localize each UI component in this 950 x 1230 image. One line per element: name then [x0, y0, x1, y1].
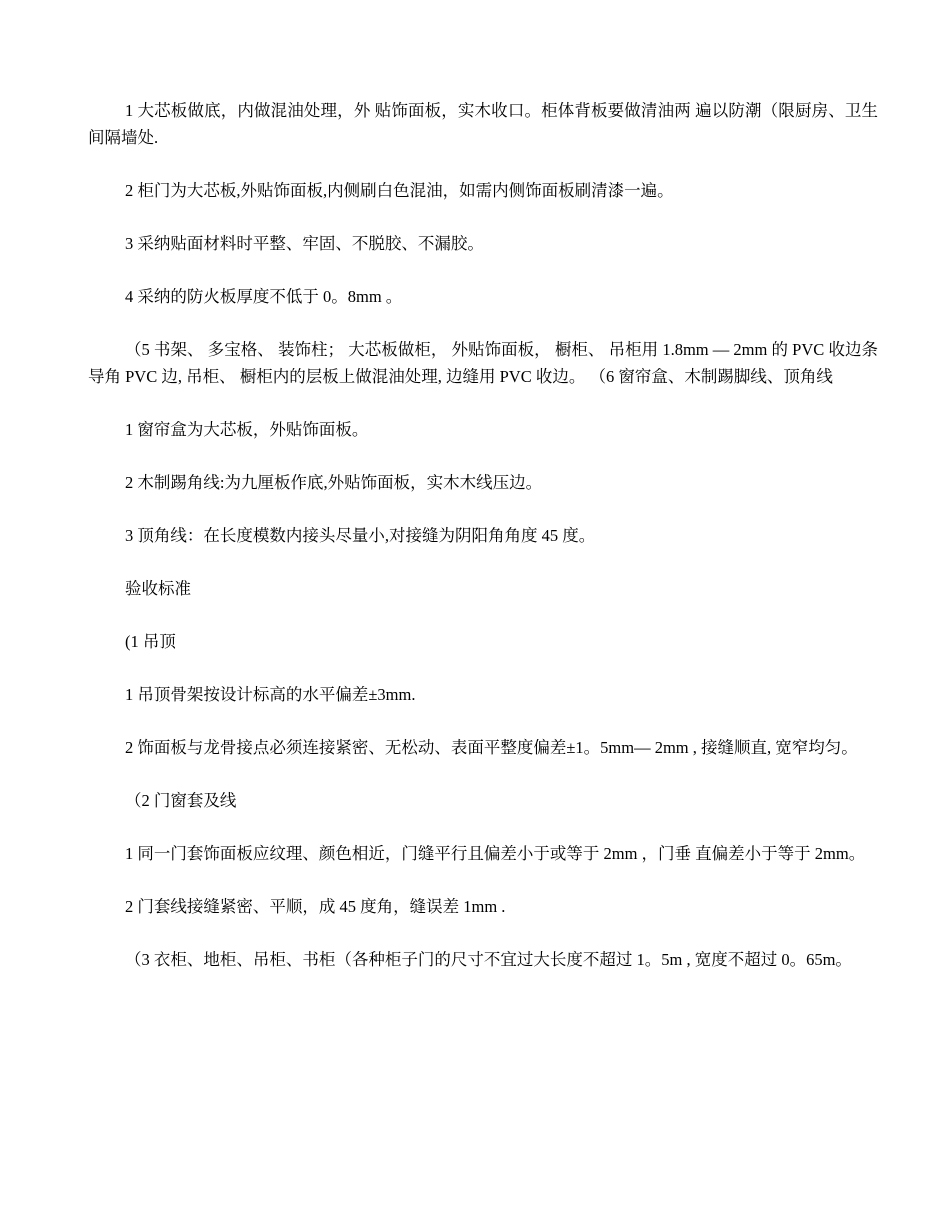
paragraph-3: 3 采纳贴面材料时平整、牢固、不脱胶、不漏胶。	[125, 234, 484, 253]
paragraph-5: （5 书架、 多宝格、 装饰柱； 大芯板做柜， 外贴饰面板， 橱柜、 吊柜用 1.8mm — 2mm 的 PVC 收边条导角 PVC 边, 吊柜、 橱柜内的层板上做混油处理, 边缝用 PVC 收边。 （6 窗帘盒、木制踢脚线、顶角线	[88, 340, 878, 386]
paragraph-4: 4 采纳的防火板厚度不低于 0。8mm 。	[125, 287, 403, 306]
paragraph-16: （3 衣柜、地柜、吊柜、书柜（各种柜子门的尺寸不宜过大长度不超过 1。5m , 宽度不超过 0。65m。	[125, 950, 852, 969]
paragraph-6: 1 窗帘盒为大芯板，外贴饰面板。	[125, 420, 369, 439]
subsection-heading-ceiling: (1 吊顶	[125, 632, 176, 651]
paragraph-1: 1 大芯板做底，内做混油处理，外 贴饰面板，实木收口。柜体背板要做清油两 遍以防潮（限厨房、卫生间隔墙处.	[88, 101, 878, 147]
paragraph-2: 2 柜门为大芯板,外贴饰面板,内侧刷白色混油，如需内侧饰面板刷清漆一遍。	[125, 181, 674, 200]
paragraph-14: 1 同一门套饰面板应纹理、颜色相近，门缝平行且偏差小于或等于 2mm ，门垂 直偏差小于等于 2mm。	[125, 844, 866, 863]
document-body	[88, 97, 878, 999]
paragraph-15: 2 门套线接缝紧密、平顺，成 45 度角，缝误差 1mm .	[125, 897, 506, 916]
paragraph-7: 2 木制踢角线:为九厘板作底,外贴饰面板，实木木线压边。	[125, 473, 543, 492]
paragraph-11: 1 吊顶骨架按设计标高的水平偏差±3mm.	[125, 685, 416, 704]
paragraph-8: 3 顶角线：在长度模数内接头尽量小,对接缝为阴阳角角度 45 度。	[125, 526, 596, 545]
subsection-heading-door-window: （2 门窗套及线	[125, 791, 237, 810]
paragraph-12: 2 饰面板与龙骨接点必须连接紧密、无松动、表面平整度偏差±1。5mm— 2mm , 接缝顺直, 宽窄均匀。	[125, 738, 858, 757]
section-heading-acceptance: 验收标准	[125, 579, 191, 598]
